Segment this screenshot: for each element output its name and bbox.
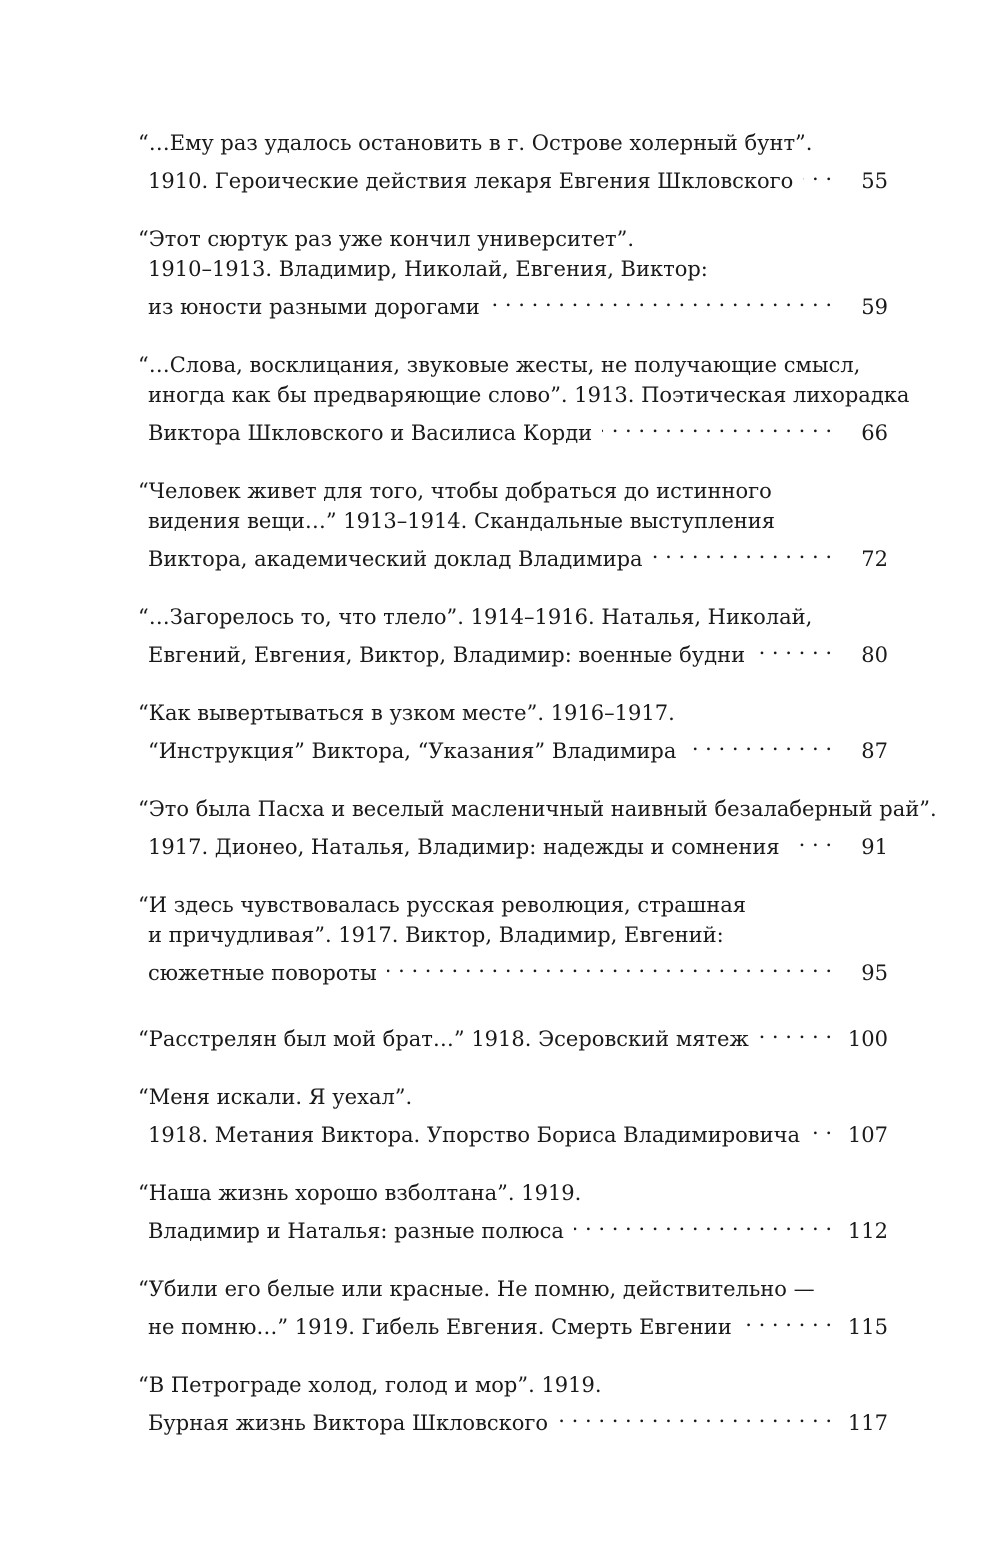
toc-entry-line: “И здесь чувствовалась русская революция, страшная <box>138 893 746 917</box>
toc-entry-final-line <box>138 410 888 448</box>
toc-entry-line: и причудливая”. 1917. Виктор, Владимир, Евгений: <box>148 923 724 947</box>
page-number: 87 <box>861 739 888 763</box>
dot-leader <box>387 950 832 980</box>
dot-leader <box>574 1208 832 1238</box>
page-number: 80 <box>861 643 888 667</box>
dot-leader <box>790 824 832 854</box>
dot-leader <box>742 1304 832 1334</box>
toc-entry[interactable] <box>138 1274 888 1342</box>
toc-entry-line: “Убили его белые или красные. Не помню, действительно — <box>138 1277 815 1301</box>
toc-entry-line: видения вещи…” 1913–1914. Скандальные выступления <box>148 509 776 533</box>
toc-entry-final-line <box>138 728 888 766</box>
dot-leader <box>810 1112 832 1142</box>
toc-entry-line: “…Загорелось то, что тлело”. 1914–1916. Наталья, Николай, <box>138 605 813 629</box>
toc-entry-line: “Человек живет для того, чтобы добраться до истинного <box>138 479 772 503</box>
toc-entry-line: “Наша жизнь хорошо взболтана”. 1919. <box>138 1181 582 1205</box>
toc-entry-final-line <box>138 284 888 322</box>
toc-entry-title-end: Виктора, академический доклад Владимира <box>148 547 643 571</box>
dot-leader <box>686 728 832 758</box>
toc-entry[interactable] <box>138 1370 888 1438</box>
page-number: 55 <box>861 169 888 193</box>
toc-entry[interactable] <box>138 794 937 862</box>
dot-leader <box>759 1016 832 1046</box>
page-number: 100 <box>847 1027 888 1051</box>
toc-entry-final-line <box>138 950 888 988</box>
toc-entry-final-line <box>138 824 888 862</box>
toc-entry-title-end: из юности разными дорогами <box>148 295 480 319</box>
page-number: 72 <box>861 547 888 571</box>
toc-entry-line: “Меня искали. Я уехал”. <box>138 1085 413 1109</box>
toc-entry[interactable] <box>138 350 910 448</box>
page-number: 107 <box>847 1123 888 1147</box>
toc-entry-title-end: Евгений, Евгения, Виктор, Владимир: военные будни <box>148 643 746 667</box>
dot-leader <box>602 410 832 440</box>
toc-entry-title-end: 1917. Дионео, Наталья, Владимир: надежды и сомнения <box>148 835 780 859</box>
dot-leader <box>755 632 832 662</box>
dot-leader <box>558 1400 832 1430</box>
toc-entry-line: иногда как бы предваряющие слово”. 1913. Поэтическая лихорадка <box>148 383 910 407</box>
toc-entry-final-line <box>138 1016 888 1054</box>
toc-entry[interactable] <box>138 698 888 766</box>
toc-entry-title-end: сюжетные повороты <box>148 961 377 985</box>
toc-entry[interactable] <box>138 128 888 196</box>
page-number: 115 <box>847 1315 888 1339</box>
toc-entry-final-line <box>138 1208 888 1246</box>
page-number: 91 <box>861 835 888 859</box>
toc-entry-title-end: 1910. Героические действия лекаря Евгения Шкловского <box>148 169 794 193</box>
toc-entry[interactable] <box>138 224 888 322</box>
toc-entry[interactable] <box>138 1082 888 1150</box>
toc-entry-title-end: Бурная жизнь Виктора Шкловского <box>148 1411 549 1435</box>
toc-entry-line: 1910–1913. Владимир, Николай, Евгения, Виктор: <box>148 257 708 281</box>
toc-entry[interactable] <box>138 1178 888 1246</box>
dot-leader <box>490 284 832 314</box>
toc-entry-title-end: “Инструкция” Виктора, “Указания” Владимира <box>148 739 677 763</box>
toc-entry-title-end: 1918. Метания Виктора. Упорство Бориса Владимировича <box>148 1123 801 1147</box>
toc-entry-title-end: “Расстрелян был мой брат…” 1918. Эсеровский мятеж <box>138 1027 749 1051</box>
page-number: 59 <box>861 295 888 319</box>
dot-leader <box>653 536 832 566</box>
toc-entry-title-end: не помню…” 1919. Гибель Евгения. Смерть Евгении <box>148 1315 732 1339</box>
toc-entry-line: “…Слова, восклицания, звуковые жесты, не получающие смысл, <box>138 353 861 377</box>
toc-entry[interactable] <box>138 602 888 670</box>
dot-leader <box>803 158 832 188</box>
toc-entry[interactable] <box>138 1016 888 1054</box>
toc-entry-line: “Это была Пасха и веселый масленичный наивный безалаберный рай”. <box>138 797 937 821</box>
toc-entry-final-line <box>138 158 888 196</box>
toc-entry-line: “В Петрограде холод, голод и мор”. 1919. <box>138 1373 602 1397</box>
toc-entry-line: “Как вывертываться в узком месте”. 1916–1917. <box>138 701 675 725</box>
toc-entry-title-end: Виктора Шкловского и Василиса Корди <box>148 421 593 445</box>
toc-entry-final-line <box>138 1112 888 1150</box>
toc-entry-title-end: Владимир и Наталья: разные полюса <box>148 1219 564 1243</box>
toc-entry-final-line <box>138 1304 888 1342</box>
page-number: 112 <box>847 1219 888 1243</box>
table-of-contents <box>138 128 937 1466</box>
toc-entry-final-line <box>138 632 888 670</box>
toc-entry-line: “…Ему раз удалось остановить в г. Острове холерный бунт”. <box>138 131 813 155</box>
toc-entry-final-line <box>138 536 888 574</box>
toc-entry[interactable] <box>138 476 888 574</box>
page-number: 117 <box>847 1411 888 1435</box>
page-number: 95 <box>861 961 888 985</box>
page-number: 66 <box>861 421 888 445</box>
toc-entry-line: “Этот сюртук раз уже кончил университет”. <box>138 227 635 251</box>
toc-entry-final-line <box>138 1400 888 1438</box>
toc-entry[interactable] <box>138 890 888 988</box>
